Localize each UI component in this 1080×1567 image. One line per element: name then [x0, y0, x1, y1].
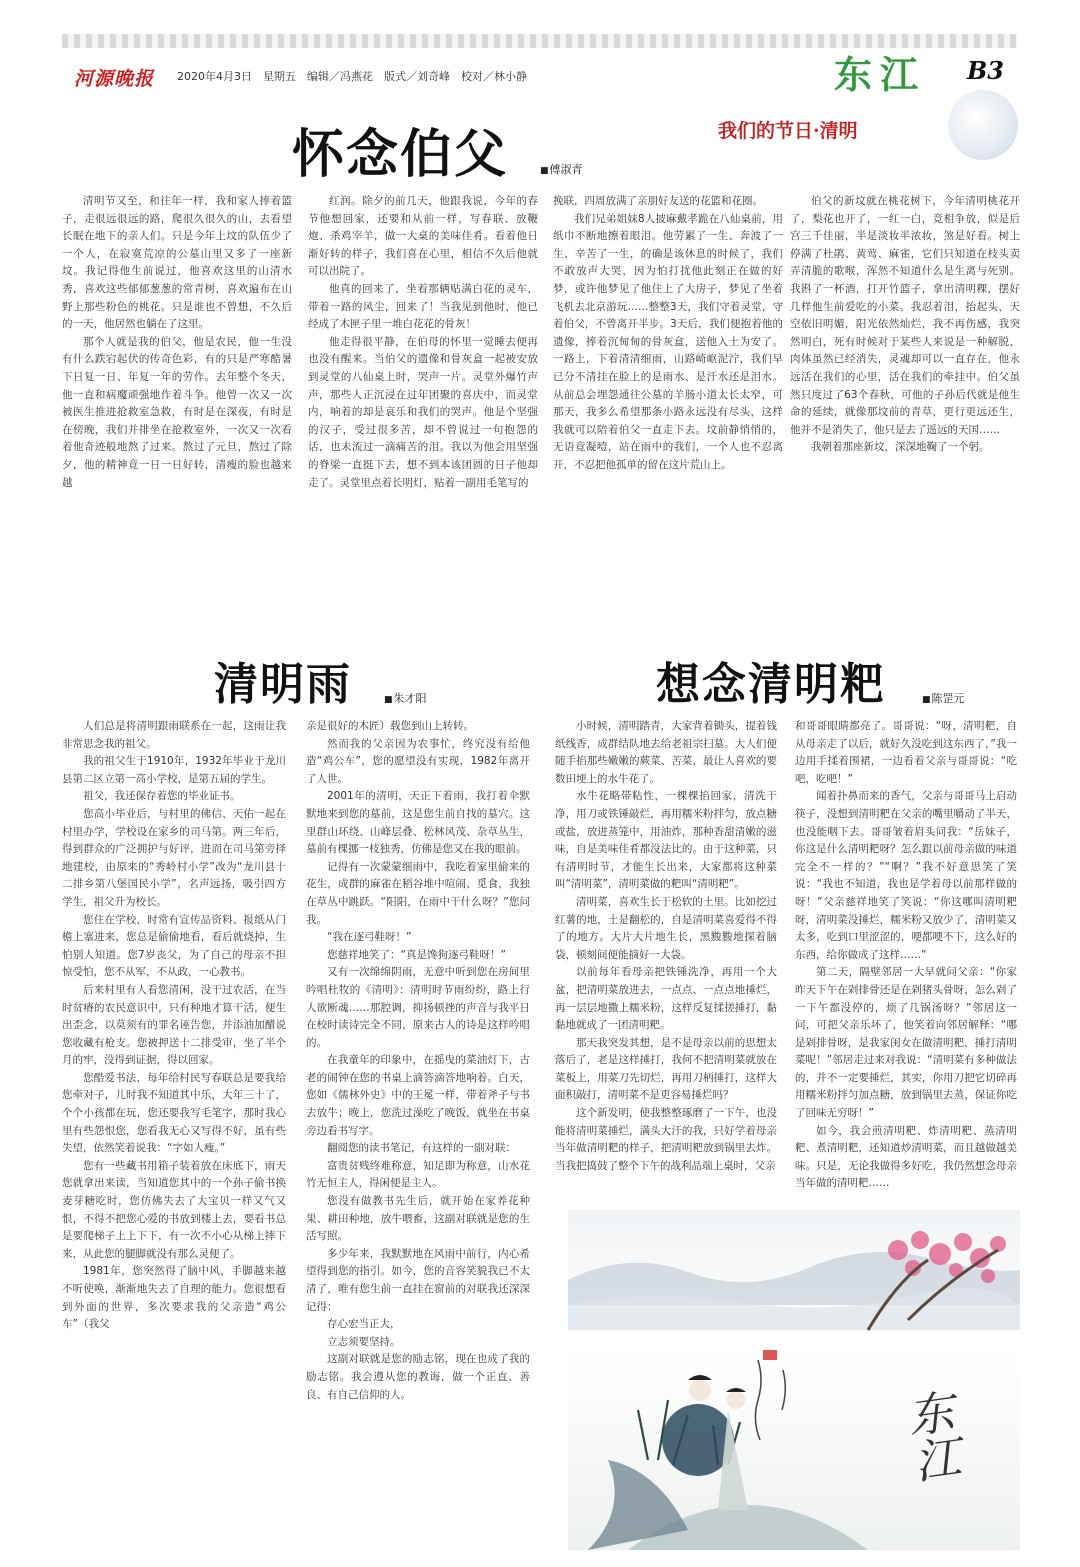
- article2-column-2: [306, 718, 530, 1404]
- article3-column-1: [555, 718, 777, 1175]
- article1-column-3: [553, 193, 783, 475]
- paragraph: 您没有做教书先生后，就开始在家养花种果、耕田种地，放牛喂畜，这副对联就是您的生活写照。: [306, 1195, 530, 1243]
- masthead: [62, 34, 1017, 97]
- paragraph: 多少年来，我默默地在风雨中前行，内心希望得到您的指引。如今，您的音容笑貌我已不太清了，唯有您生前一直挂在窗前的对联我还深深记得：: [306, 1247, 530, 1313]
- ink-painting-icon: [568, 1210, 1020, 1550]
- article3-title: 想念清明粑: [656, 659, 886, 710]
- paragraph: 闻着扑鼻而来的香气，父亲与哥哥马上启动筷子，没想到清明粑在父亲的嘴里嚼动了半天，也没能咽下去。哥哥皱着眉头问我：“岳妹子，你这是什么清明粑呀？怎么跟以前母亲做的味道完全不一样的？”“啊？”我不好意思笑了笑说：“我也不知道，我也是学着母以前那样做的呀！”父亲慈祥地笑了笑说：“你这哪叫清明粑呀，清明菜没捶烂，糯米粉又放少了，清明菜又太多，吃到口里涩涩的，哽都哽不下，这么好的东西，给你做成了这样……”: [795, 790, 1017, 961]
- paragraph: 存心宏当正大，: [327, 1318, 401, 1331]
- paragraph: 伯父的新坟就在桃花树下，今年清明桃花开了，梨花也开了，一红一白，竞相争放，似是后宫三千佳丽，半是淡妆半浓妆，煞是好看。树上停满了杜鹃、黄莺、麻雀，它们只知道在枝头卖弄清脆的歌喉，浑然不知道什么是生离与死别。我斟了一杯酒，打开竹篮子，拿出清明粿，摆好几样他生前爱吃的小菜。我忍着泪，抬起头，天空依旧明媚，阳光依然灿烂，我不再伤感，我突然明白，死有时候对于某些人来说是一种解脱，肉体虽然已经消失，灵魂却可以一直存在，他永远活在我们的心里，活在我们的牵挂中。伯父虽然只度过了63个春秋，可他的子孙后代就是他生命的延续，就像那坟前的青草，更行更远还生，他并不是消失了，他只是去了遥远的天国……: [790, 195, 1020, 436]
- issue-line: 2020年4月3日 星期五 编辑／冯燕花 版式／刘奇峰 校对／林小静: [177, 70, 527, 83]
- newspaper-logo: 河源晚报: [74, 68, 155, 90]
- article3-byline: ■ 陈罡元: [922, 690, 965, 706]
- calligraphy-signature: 东江: [897, 1386, 965, 1486]
- paragraph: 记得有一次蒙蒙细雨中，我吃着家里偷来的花生，成群的麻雀在稻谷堆中喧闹、觅食，我独在草丛中跳跃。“阳阳，在雨中干什么呀？”您问我。: [306, 860, 530, 926]
- paragraph: 小时候，清明踏青，大家背着锄头，提着钱纸线香，成群结队地去给老祖宗扫墓。大人们便随手掐那些嫩嫩的蕨菜、苦菜，最让人喜欢的要数田埂上的水牛花了。: [555, 720, 777, 785]
- paragraph: 和哥哥眼睛都亮了。哥哥说：“呀，清明粑，自从母亲走了以后，就好久没吃到这东西了，”我一边用手揉着围裙，一边看着父亲与哥哥说：“吃吧，吃吧！”: [795, 720, 1017, 785]
- article1-byline: ■ 傅淑青: [540, 161, 583, 177]
- paragraph: 您慈祥地笑了：“真是馋狗逐弓鞋呀！”: [327, 948, 506, 961]
- paragraph: 后来村里有人看您清闲，没干过农活，在当时贫瘠的农民意识中，只有种地才算干活，便生出歪念，以莫须有的罪名诬告您，并添油加醋说您收藏有枪支。您被押送十二排受审，坐了半个月的牢，没得到证据，得以回家。: [62, 983, 286, 1067]
- article1-column-2: [308, 193, 538, 492]
- paragraph: 然而我的父亲因为农事忙，终究没有给他造“鸡公车”，您的愿望没有实现，1982年离开了人世。: [306, 737, 530, 785]
- paragraph: 我的祖父生于1910年，1932年毕业于龙川县第二区立第一高小学校，是第五届的学生。: [62, 755, 286, 785]
- paragraph: 您高小毕业后，与村里的佛信、天佑一起在村里办学，学校设在家乡的司马第。两三年后，得到群众的广泛拥护与好评，进而在司马第旁择地建校，由原来的“秀岭村小学”改为“龙川县十二排乡第八堡国民小学”，名声远扬，吸引四方学生，祖父升为校长。: [62, 807, 286, 908]
- paragraph: 1981年，您突然得了脑中风，手脚越来越不听使唤，渐渐地失去了自理的能力。您很想看到外面的世界，多次要求我的父亲造“鸡公车”（我父: [62, 1265, 286, 1331]
- paragraph: 清明节又至，和往年一样，我和家人捧着篮子，走很远很远的路，爬很久很久的山，去看望长眠在地下的亲人们。只是今年上坟的队伍少了一个人，在寂寞荒凉的公墓山里又多了一座新坟。我记得他生前说过，他喜欢这里的山清水秀，喜欢这些郁郁葱葱的常青树，喜欢遍布在山野上那些粉色的桃花。只是谁也不曾想，不久后的一天，他居然也躺在了这里。: [62, 195, 292, 331]
- article1-title: 怀念伯父: [292, 125, 509, 185]
- article1-column-4: [790, 193, 1020, 457]
- paragraph: 我朝着那座新坟，深深地鞠了一个躬。: [811, 441, 990, 454]
- page-number: B3: [967, 56, 1004, 85]
- article2-title: 清明雨: [214, 659, 352, 710]
- paragraph: 您酷爱书法，每年给村民写春联总是要我给您牵对子，儿时我不知道其中乐，大年三十了，个个小孩都在玩，您还要我写毛笔字，那时我心里有些怨恨您，您看我无心又写得不好，虽有些失望，依然笑着说我：“字如人瘦。”: [62, 1071, 286, 1155]
- paragraph: 那个人就是我的伯父，他是农民，他一生没有什么跌宕起伏的传奇色彩，有的只是严寒酷暑下日复一日、年复一年的劳作。去年整个冬天，他一直和病魔顽强地作着斗争。他曾一次又一次被医生推进抢救室急救，有时是在深夜，有时是在傍晚，我们并排坐在抢救室外，一次又一次看着他奇迹般地熬了过来。熬过了元旦，熬过了除夕，他的精神竟一日一日好转，清瘦的脸也越来越: [62, 335, 292, 489]
- paragraph: 这个新发明，使我整整琢磨了一下午，也没能将清明菜捶烂，满头大汗的我，只好学着母亲当年做清明粑的样子，把清明粑放到锅里去炸。当我把捣鼓了整个下午的战利品端上桌时，父亲: [555, 1107, 777, 1172]
- paragraph: 您有一些藏书用箱子装着放在床底下，雨天您就拿出来读，当知道您其中的一个孙子偷书换麦芽糖吃时，您仿佛失去了大宝贝一样又气又恨，不得不把您心爱的书放到楼上去，要看书总是要爬梯子上上下下，有一次不小心从梯上摔下来，从此您的腿脚就没有那么灵便了。: [62, 1159, 286, 1260]
- paragraph: 又有一次绵绵阴雨，无意中听到您在房间里吟唱杜牧的《清明》：清明时节雨纷纷，路上行人欲断魂……那腔调，抑扬顿挫的声音与我平日在校时读诗完全不同，原来古人的诗是这样吟唱的。: [306, 966, 530, 1049]
- paragraph: 他走得很平静，在伯母的怀里一觉睡去便再也没有醒来。当伯父的遗像和骨灰盒一起被安放到灵堂的八仙桌上时，哭声一片。灵堂外爆竹声声，那些人正沉浸在过年团聚的喜庆中，而灵堂内，响着的却是哀乐和我们的哭声。他是个坚强的汉子，受过很多苦，却不曾说过一句抱怨的话，也未流过一滴痛苦的泪。我以为他会用坚强的脊梁一直挺下去，想不到本该团圆的日子他却走了。灵堂里点着长明灯，贴着一副用毛笔写的: [308, 335, 538, 489]
- paragraph: 立志须要坚持。: [327, 1335, 401, 1348]
- paragraph: 水牛花略带粘性，一棵棵掐回家，清洗干净，用刀或铁锤敲烂，再用糯米粉拌匀，放点糖或盐，放进蒸笼中，用油炸，那种香甜清嫩的滋味，自是美味佳肴都没法比的。由于这种菜，只有清明时节，才能生长出来，大家都将这种菜叫“清明菜”，清明菜做的粑叫“清明粑”。: [555, 790, 777, 891]
- paragraph: 我们兄弟姐妹8人披麻戴孝跪在八仙桌前，用纸巾不断地擦着眼泪。他劳累了一生、奔波了一生、辛苦了一生，的确是该休息的时候了，我们不敢放声大哭，因为怕打扰他此刻正在做的好梦，或许他梦见了他住上了大房子，梦见了坐着飞机去北京游玩……整整3天，我们守着灵堂，守着伯父，不曾离开半步。3天后，我们便抱着他的遗像，捧着沉甸甸的骨灰盒，送他入土为安了。一路上，下着清清细雨，山路崎岖泥泞，我们早已分不清挂在脸上的是雨水、是汗水还是泪水。从前总会埋怨通往公墓的羊肠小道太长太窄，可那天，我多么希望那条小路永远没有尽头，这样我就可以陪着伯父一直走下去。坟前静悄悄的，无语竟凝噎，站在雨中的我们，一个人也不忍离开，不忍把他孤单的留在这片荒山上。: [553, 212, 783, 471]
- paragraph: 在我童年的印象中，在摇曳的菜油灯下，古老的闹钟在您的书桌上滴答滴答地响着。白天，您如《儒林外史》中的王冕一样，带着斧子与书去放牛；晚上，您洗过澡吃了晚饭，就坐在书桌旁边看书写字。: [306, 1054, 530, 1137]
- paragraph: 第二天，隔壁邻居一大早就问父亲：“你家昨天下午在剁排骨还是在剁猪头骨呀，怎么剁了一下午都没停的，烦了几锅汤呀？”邻居这一问，可把父亲乐坏了，他笑着向邻居解释：“哪是剁排骨呀，是我家闺女在做清明粑，捶打清明菜呢！”邻居走过来对我说：“清明菜有多种做法的，并不一定要捶烂，其实，你用刀把它切碎再用糯米粉拌匀加点糖，放到锅里去蒸，保证你吃了回味无穷呀！”: [795, 966, 1017, 1120]
- paragraph: 富贵贫贱终难称意，知足即为称意，山水花竹无恒主人，得闲便是主人。: [306, 1159, 530, 1190]
- article2-byline: ■ 朱才阳: [384, 690, 427, 706]
- paragraph: 他真的回来了，坐着那辆贴满白花的灵车，带着一路的风尘，回来了！当我见到他时，他已经成了木匣子里一堆白花花的骨灰！: [308, 282, 538, 331]
- paragraph: 红润。除夕的前几天，他跟我说，今年的春节他想回家，还要和从前一样，写春联、放鞭炮、杀鸡宰羊，做一大桌的美味佳肴。看着他日渐好转的样子，我们喜在心里，相信不久后他就可以出院了。: [308, 195, 538, 278]
- article2-column-1: [62, 718, 286, 1334]
- paragraph: 2001年的清明，天正下着雨，我打着伞默默地来到您的墓前，这是您生前自找的墓穴。这里群山环绕、山峰层叠、松林风茂、杂草丛生，墓前有棵挪一枝独秀，仿佛是您又在我的眼前。: [306, 790, 530, 856]
- moon-decoration: [948, 90, 1018, 160]
- paragraph: 人们总是将清明跟雨联系在一起，这雨让我非常思念我的祖父。: [62, 720, 286, 750]
- paragraph: “我在逐弓鞋呀！”: [327, 931, 412, 944]
- festival-label: 我们的节日·清明: [718, 120, 858, 142]
- paragraph: 清明菜，喜欢生长于松软的土里。比如挖过红薯的地，土是翻松的，自是清明菜喜爱得不得了的地方。大片大片地生长，黑黢黢地探着脑袋，顿刻间便能摘好一大袋。: [555, 895, 777, 961]
- qingming-illustration: [568, 1210, 1020, 1550]
- paragraph: 挽联，四周放满了亲朋好友送的花篮和花圈。: [553, 195, 763, 207]
- paragraph: 您住在学校，时常有宣传品资料、报纸从门檐上塞进来，您总是偷偷地看，看后就烧掉，生怕别人知道。您7岁丧父，为了自己的母亲不担惊受怕，您不从军，不从政，一心教书。: [62, 913, 286, 979]
- paragraph: 亲是很好的木匠）载您到山上转转。: [306, 720, 474, 732]
- article1-column-1: [62, 193, 292, 492]
- paragraph: 这副对联就是您的励志铭，现在也成了我的励志铭。我会遵从您的教诲，做一个正直、善良、有自己信仰的人。: [306, 1353, 530, 1401]
- article3-column-2: [795, 718, 1017, 1193]
- paragraph: 那天我突发其想，是不是母亲以前的思想太落后了，老是这样捶打，我何不把清明菜就放在菜板上，用菜刀先切烂，再用刀柄捶打，这样大面积敲打，清明菜不是更容易捶烂吗？: [555, 1036, 777, 1102]
- paragraph: 如今，我会煎清明粑、炸清明粑、蒸清明粑、煮清明粑，还知道炒清明菜，而且越做越美味。只是，无论我做得多好吃，我仍然想念母亲当年做的清明粑……: [795, 1124, 1017, 1190]
- paragraph: 翻阅您的读书笔记，有这样的一副对联：: [327, 1142, 516, 1155]
- section-title: 东江: [834, 52, 927, 97]
- paragraph: 以前每年看母亲把铁锤洗净，再用一个大盆，把清明菜放进去，一点点、一点点地捶烂，再一层层地撒上糯米粉，这样反复揉搓捶打，黏黏地就成了一团清明粑。: [555, 966, 777, 1032]
- paragraph: 祖父，我还保存着您的毕业证书。: [83, 790, 241, 803]
